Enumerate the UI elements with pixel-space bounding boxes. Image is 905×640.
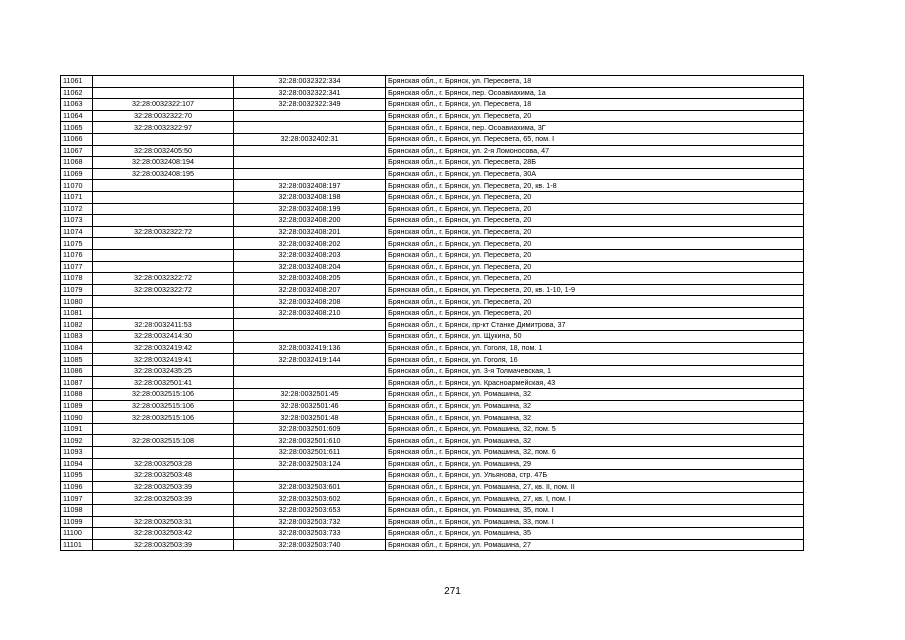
row-number-cell: 11087: [61, 377, 93, 389]
address-cell: Брянская обл., г. Брянск, ул. Ромашина, 27: [386, 539, 804, 551]
cadastral-number-cell: 32:28:0032515:106: [93, 412, 234, 424]
address-cell: Брянская обл., г. Брянск, ул. Ромашина, 27, кв. I, пом. I: [386, 493, 804, 505]
row-number-cell: 11075: [61, 238, 93, 250]
object-cadastral-number-cell: 32:28:0032503:740: [234, 539, 386, 551]
address-cell: Брянская обл., г. Брянск, ул. Пересвета, 30А: [386, 168, 804, 180]
object-cadastral-number-cell: 32:28:0032408:199: [234, 203, 386, 215]
object-cadastral-number-cell: 32:28:0032408:205: [234, 273, 386, 285]
address-cell: Брянская обл., г. Брянск, ул. Пересвета, 20: [386, 296, 804, 308]
table-row: [61, 447, 804, 459]
object-cadastral-number-cell: 32:28:0032501:611: [234, 447, 386, 459]
table-row: [61, 215, 804, 227]
row-number-cell: 11098: [61, 504, 93, 516]
cadastral-number-cell: [93, 133, 234, 145]
row-number-cell: 11094: [61, 458, 93, 470]
cadastral-number-cell: 32:28:0032515:106: [93, 400, 234, 412]
table-row: [61, 87, 804, 99]
address-cell: Брянская обл., г. Брянск, пр-кт Станке Димитрова, 37: [386, 319, 804, 331]
row-number-cell: 11090: [61, 412, 93, 424]
cadastral-number-cell: [93, 191, 234, 203]
address-cell: Брянская обл., г. Брянск, ул. Ромашина, 32: [386, 389, 804, 401]
cadastral-number-cell: [93, 447, 234, 459]
object-cadastral-number-cell: 32:28:0032503:732: [234, 516, 386, 528]
cadastral-number-cell: [93, 203, 234, 215]
address-cell: Брянская обл., г. Брянск, ул. Щукина, 50: [386, 331, 804, 343]
row-number-cell: 11083: [61, 331, 93, 343]
row-number-cell: 11086: [61, 365, 93, 377]
cadastral-number-cell: 32:28:0032322:72: [93, 273, 234, 285]
table-row: [61, 157, 804, 169]
table-row: [61, 470, 804, 482]
row-number-cell: 11081: [61, 307, 93, 319]
cadastral-number-cell: 32:28:0032503:42: [93, 528, 234, 540]
row-number-cell: 11099: [61, 516, 93, 528]
page-number: 271: [444, 586, 461, 597]
object-cadastral-number-cell: 32:28:0032408:197: [234, 180, 386, 192]
object-cadastral-number-cell: 32:28:0032322:349: [234, 99, 386, 111]
cadastral-number-cell: 32:28:0032501:41: [93, 377, 234, 389]
cadastral-number-cell: 32:28:0032515:106: [93, 389, 234, 401]
table-row: [61, 528, 804, 540]
table-row: [61, 516, 804, 528]
object-cadastral-number-cell: 32:28:0032408:202: [234, 238, 386, 250]
table-row: [61, 435, 804, 447]
object-cadastral-number-cell: 32:28:0032501:609: [234, 423, 386, 435]
object-cadastral-number-cell: 32:28:0032503:653: [234, 504, 386, 516]
object-cadastral-number-cell: 32:28:0032419:144: [234, 354, 386, 366]
address-cell: Брянская обл., г. Брянск, ул. Ромашина, 32: [386, 400, 804, 412]
cadastral-number-cell: [93, 249, 234, 261]
address-cell: Брянская обл., г. Брянск, ул. 3-я Толмачевская, 1: [386, 365, 804, 377]
object-cadastral-number-cell: 32:28:0032408:204: [234, 261, 386, 273]
table-row: [61, 99, 804, 111]
table-row: [61, 284, 804, 296]
object-cadastral-number-cell: [234, 365, 386, 377]
object-cadastral-number-cell: 32:28:0032503:733: [234, 528, 386, 540]
table-row: [61, 458, 804, 470]
row-number-cell: 11082: [61, 319, 93, 331]
cadastral-number-cell: [93, 180, 234, 192]
address-cell: Брянская обл., г. Брянск, ул. Ромашина, 29: [386, 458, 804, 470]
table-row: [61, 365, 804, 377]
row-number-cell: 11073: [61, 215, 93, 227]
table-row: [61, 423, 804, 435]
object-cadastral-number-cell: 32:28:0032322:334: [234, 76, 386, 88]
object-cadastral-number-cell: 32:28:0032501:610: [234, 435, 386, 447]
cadastral-number-cell: 32:28:0032408:194: [93, 157, 234, 169]
object-cadastral-number-cell: [234, 331, 386, 343]
table-row: [61, 180, 804, 192]
row-number-cell: 11064: [61, 110, 93, 122]
cadastral-number-cell: 32:28:0032419:42: [93, 342, 234, 354]
row-number-cell: 11065: [61, 122, 93, 134]
row-number-cell: 11069: [61, 168, 93, 180]
object-cadastral-number-cell: 32:28:0032503:601: [234, 481, 386, 493]
object-cadastral-number-cell: [234, 122, 386, 134]
object-cadastral-number-cell: 32:28:0032501:46: [234, 400, 386, 412]
cadastral-number-cell: 32:28:0032503:39: [93, 539, 234, 551]
table-row: [61, 389, 804, 401]
object-cadastral-number-cell: 32:28:0032408:201: [234, 226, 386, 238]
object-cadastral-number-cell: 32:28:0032503:602: [234, 493, 386, 505]
table-row: [61, 110, 804, 122]
object-cadastral-number-cell: 32:28:0032503:124: [234, 458, 386, 470]
object-cadastral-number-cell: 32:28:0032408:203: [234, 249, 386, 261]
row-number-cell: 11080: [61, 296, 93, 308]
table-row: [61, 76, 804, 88]
registry-table: [60, 75, 804, 551]
row-number-cell: 11089: [61, 400, 93, 412]
address-cell: Брянская обл., г. Брянск, ул. Пересвета, 20: [386, 249, 804, 261]
cadastral-number-cell: [93, 307, 234, 319]
table-row: [61, 412, 804, 424]
address-cell: Брянская обл., г. Брянск, ул. Красноармейская, 43: [386, 377, 804, 389]
object-cadastral-number-cell: [234, 377, 386, 389]
address-cell: Брянская обл., г. Брянск, ул. Ромашина, 32: [386, 412, 804, 424]
cadastral-number-cell: 32:28:0032414:30: [93, 331, 234, 343]
cadastral-number-cell: 32:28:0032322:72: [93, 284, 234, 296]
address-cell: Брянская обл., г. Брянск, пер. Осоавиахима, 3Г: [386, 122, 804, 134]
table-row: [61, 238, 804, 250]
object-cadastral-number-cell: 32:28:0032402:31: [234, 133, 386, 145]
address-cell: Брянская обл., г. Брянск, ул. Пересвета, 18: [386, 76, 804, 88]
row-number-cell: 11088: [61, 389, 93, 401]
table-row: [61, 539, 804, 551]
row-number-cell: 11092: [61, 435, 93, 447]
address-cell: Брянская обл., г. Брянск, ул. Ромашина, 35: [386, 528, 804, 540]
cadastral-number-cell: [93, 261, 234, 273]
address-cell: Брянская обл., г. Брянск, ул. Пересвета, 20: [386, 261, 804, 273]
table-row: [61, 273, 804, 285]
table-row: [61, 261, 804, 273]
cadastral-number-cell: 32:28:0032322:72: [93, 226, 234, 238]
cadastral-number-cell: [93, 423, 234, 435]
cadastral-number-cell: 32:28:0032405:50: [93, 145, 234, 157]
address-cell: Брянская обл., г. Брянск, ул. Пересвета, 18: [386, 99, 804, 111]
address-cell: Брянская обл., г. Брянск, ул. Пересвета, 20, кв. 1-10, 1-9: [386, 284, 804, 296]
table-row: [61, 191, 804, 203]
row-number-cell: 11066: [61, 133, 93, 145]
cadastral-number-cell: [93, 76, 234, 88]
object-cadastral-number-cell: 32:28:0032408:208: [234, 296, 386, 308]
table-row: [61, 400, 804, 412]
cadastral-number-cell: [93, 504, 234, 516]
address-cell: Брянская обл., г. Брянск, ул. Ромашина, 35, пом. I: [386, 504, 804, 516]
object-cadastral-number-cell: [234, 168, 386, 180]
registry-table-body: [61, 76, 804, 551]
address-cell: Брянская обл., г. Брянск, ул. Пересвета, 20: [386, 273, 804, 285]
table-row: [61, 481, 804, 493]
object-cadastral-number-cell: 32:28:0032501:45: [234, 389, 386, 401]
object-cadastral-number-cell: [234, 319, 386, 331]
row-number-cell: 11085: [61, 354, 93, 366]
address-cell: Брянская обл., г. Брянск, ул. Пересвета, 20: [386, 203, 804, 215]
cadastral-number-cell: 32:28:0032411:53: [93, 319, 234, 331]
object-cadastral-number-cell: 32:28:0032408:200: [234, 215, 386, 227]
object-cadastral-number-cell: 32:28:0032408:207: [234, 284, 386, 296]
row-number-cell: 11076: [61, 249, 93, 261]
object-cadastral-number-cell: 32:28:0032408:210: [234, 307, 386, 319]
cadastral-number-cell: 32:28:0032322:97: [93, 122, 234, 134]
cadastral-number-cell: [93, 296, 234, 308]
address-cell: Брянская обл., г. Брянск, ул. Ромашина, 32, пом. 5: [386, 423, 804, 435]
address-cell: Брянская обл., г. Брянск, ул. Пересвета, 28Б: [386, 157, 804, 169]
address-cell: Брянская обл., г. Брянск, ул. Пересвета, 20: [386, 238, 804, 250]
row-number-cell: 11095: [61, 470, 93, 482]
address-cell: Брянская обл., г. Брянск, ул. Пересвета, 20: [386, 191, 804, 203]
address-cell: Брянская обл., г. Брянск, ул. Пересвета, 20: [386, 307, 804, 319]
row-number-cell: 11096: [61, 481, 93, 493]
object-cadastral-number-cell: 32:28:0032408:198: [234, 191, 386, 203]
address-cell: Брянская обл., г. Брянск, ул. Пересвета, 20: [386, 110, 804, 122]
address-cell: Брянская обл., г. Брянск, ул. 2-я Ломоносова, 47: [386, 145, 804, 157]
cadastral-number-cell: [93, 215, 234, 227]
address-cell: Брянская обл., г. Брянск, ул. Гоголя, 16: [386, 354, 804, 366]
table-row: [61, 145, 804, 157]
table-row: [61, 122, 804, 134]
row-number-cell: 11091: [61, 423, 93, 435]
object-cadastral-number-cell: [234, 470, 386, 482]
table-row: [61, 331, 804, 343]
object-cadastral-number-cell: 32:28:0032501:48: [234, 412, 386, 424]
table-row: [61, 296, 804, 308]
table-row: [61, 249, 804, 261]
address-cell: Брянская обл., г. Брянск, ул. Ромашина, 32, пом. 6: [386, 447, 804, 459]
table-row: [61, 307, 804, 319]
address-cell: Брянская обл., г. Брянск, ул. Ульянова, стр. 47Б: [386, 470, 804, 482]
cadastral-number-cell: 32:28:0032503:48: [93, 470, 234, 482]
row-number-cell: 11070: [61, 180, 93, 192]
address-cell: Брянская обл., г. Брянск, ул. Пересвета, 20, кв. 1-8: [386, 180, 804, 192]
row-number-cell: 11072: [61, 203, 93, 215]
row-number-cell: 11063: [61, 99, 93, 111]
cadastral-number-cell: 32:28:0032503:39: [93, 493, 234, 505]
cadastral-number-cell: 32:28:0032419:41: [93, 354, 234, 366]
table-row: [61, 133, 804, 145]
row-number-cell: 11097: [61, 493, 93, 505]
cadastral-number-cell: 32:28:0032503:28: [93, 458, 234, 470]
address-cell: Брянская обл., г. Брянск, ул. Ромашина, 33, пом. I: [386, 516, 804, 528]
row-number-cell: 11084: [61, 342, 93, 354]
row-number-cell: 11093: [61, 447, 93, 459]
cadastral-number-cell: [93, 238, 234, 250]
cadastral-number-cell: 32:28:0032503:31: [93, 516, 234, 528]
table-row: [61, 319, 804, 331]
cadastral-number-cell: 32:28:0032408:195: [93, 168, 234, 180]
cadastral-number-cell: 32:28:0032322:107: [93, 99, 234, 111]
row-number-cell: 11071: [61, 191, 93, 203]
row-number-cell: 11101: [61, 539, 93, 551]
object-cadastral-number-cell: [234, 145, 386, 157]
table-row: [61, 377, 804, 389]
row-number-cell: 11068: [61, 157, 93, 169]
table-row: [61, 342, 804, 354]
object-cadastral-number-cell: 32:28:0032322:341: [234, 87, 386, 99]
object-cadastral-number-cell: [234, 110, 386, 122]
row-number-cell: 11062: [61, 87, 93, 99]
row-number-cell: 11061: [61, 76, 93, 88]
address-cell: Брянская обл., г. Брянск, ул. Пересвета, 20: [386, 215, 804, 227]
address-cell: Брянская обл., г. Брянск, пер. Осоавиахима, 1а: [386, 87, 804, 99]
object-cadastral-number-cell: 32:28:0032419:136: [234, 342, 386, 354]
address-cell: Брянская обл., г. Брянск, ул. Гоголя, 18, пом. 1: [386, 342, 804, 354]
row-number-cell: 11067: [61, 145, 93, 157]
row-number-cell: 11100: [61, 528, 93, 540]
cadastral-number-cell: [93, 87, 234, 99]
address-cell: Брянская обл., г. Брянск, ул. Пересвета, 65, пом. I: [386, 133, 804, 145]
row-number-cell: 11074: [61, 226, 93, 238]
table-row: [61, 203, 804, 215]
row-number-cell: 11077: [61, 261, 93, 273]
address-cell: Брянская обл., г. Брянск, ул. Ромашина, 27, кв. II, пом. II: [386, 481, 804, 493]
cadastral-number-cell: 32:28:0032322:70: [93, 110, 234, 122]
table-row: [61, 493, 804, 505]
cadastral-number-cell: 32:28:0032435:25: [93, 365, 234, 377]
table-row: [61, 168, 804, 180]
cadastral-number-cell: 32:28:0032515:108: [93, 435, 234, 447]
cadastral-number-cell: 32:28:0032503:39: [93, 481, 234, 493]
row-number-cell: 11079: [61, 284, 93, 296]
table-row: [61, 354, 804, 366]
object-cadastral-number-cell: [234, 157, 386, 169]
table-row: [61, 504, 804, 516]
row-number-cell: 11078: [61, 273, 93, 285]
table-row: [61, 226, 804, 238]
address-cell: Брянская обл., г. Брянск, ул. Пересвета, 20: [386, 226, 804, 238]
address-cell: Брянская обл., г. Брянск, ул. Ромашина, 32: [386, 435, 804, 447]
